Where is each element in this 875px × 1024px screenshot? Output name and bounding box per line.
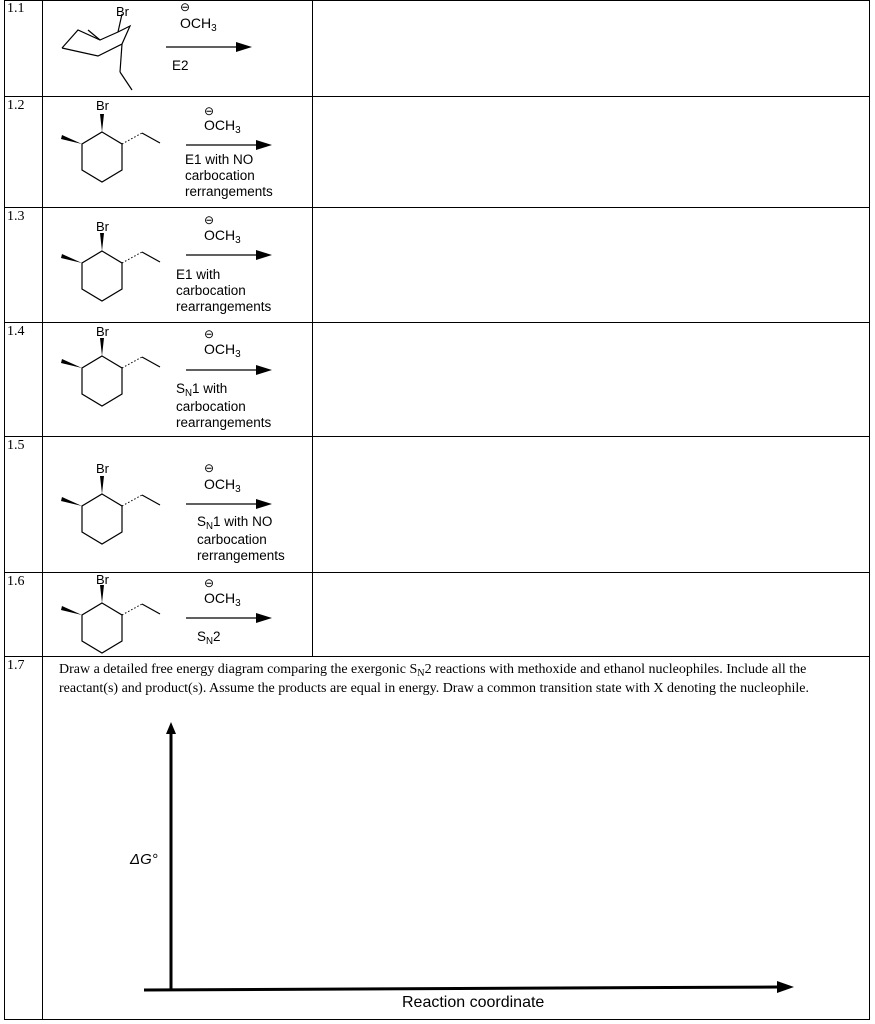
methoxide-label: $OCH_3$ — [204, 341, 241, 360]
row-number: 1.4 — [7, 324, 25, 339]
condition-text: $S_N2$ — [197, 629, 221, 647]
row-1-2 — [4, 97, 870, 208]
row-1-4 — [4, 323, 870, 437]
methoxide-charge: ⊖ — [204, 213, 215, 227]
bromine-label: Br — [116, 4, 129, 19]
methoxide-label: $OCH_3$ — [204, 476, 241, 495]
row-number: 1.7 — [7, 658, 25, 673]
row-1-5 — [4, 437, 870, 573]
row-number: 1.6 — [7, 574, 25, 589]
methoxide-charge: ⊖ — [204, 327, 215, 341]
row-1-3 — [4, 208, 870, 323]
condition-text: E1 with carbocation rearrangements — [176, 267, 272, 314]
cyclohexane-chair-structure — [50, 0, 170, 97]
y-axis-label: ΔG° — [130, 851, 158, 868]
worksheet — [4, 0, 870, 1020]
bromocyclohexane-structure — [50, 321, 170, 421]
reaction-arrow — [186, 139, 276, 151]
methoxide-label: $OCH_3$ — [204, 590, 241, 609]
row-number: 1.5 — [7, 438, 25, 453]
reaction-arrow — [186, 612, 276, 624]
row-1-6 — [4, 573, 870, 657]
bromocyclohexane-structure — [50, 216, 170, 316]
reaction-arrow — [186, 498, 276, 510]
row-1-1 — [4, 0, 870, 97]
reaction-arrow — [186, 249, 276, 261]
bromocyclohexane-structure — [50, 459, 170, 559]
reaction-arrow — [166, 41, 256, 53]
row-number: 1.3 — [7, 209, 25, 224]
methoxide-charge: ⊖ — [180, 0, 191, 14]
row-number: 1.2 — [7, 98, 25, 113]
methoxide-charge: ⊖ — [204, 104, 215, 118]
methoxide-label: $OCH_3$ — [204, 227, 241, 246]
methoxide-charge: ⊖ — [204, 461, 215, 475]
condition-text: E2 — [172, 58, 189, 73]
bromocyclohexane-structure — [50, 568, 170, 658]
methoxide-label: $OCH_3$ — [204, 117, 241, 136]
reaction-arrow — [186, 364, 276, 376]
methoxide-label: $OCH_3$ — [180, 15, 217, 34]
bromine-label: Br — [96, 324, 109, 339]
bromocyclohexane-structure — [50, 97, 170, 197]
condition-text: $S_N1$ with carbocation rearrangements — [176, 381, 272, 430]
condition-text: $S_N1$ with NO carbocation rerrangements — [197, 514, 285, 563]
bromine-label: Br — [96, 98, 109, 113]
bromine-label: Br — [96, 461, 109, 476]
bromine-label: Br — [96, 219, 109, 234]
question-text: Draw a detailed free energy diagram comparing the exergonic $S_N2$ reactions with methoxide and ethanol nucleophiles. Include all the reactant(s) and product(s). Assume the products are equal in energy. Draw a common transition state with X denoting the nucleophile. — [59, 662, 809, 696]
methoxide-charge: ⊖ — [204, 576, 215, 590]
condition-text: E1 with NO carbocation rerrangements — [185, 152, 273, 199]
x-axis-label: Reaction coordinate — [402, 994, 545, 1011]
row-number: 1.1 — [7, 1, 25, 16]
bromine-label: Br — [96, 572, 109, 587]
